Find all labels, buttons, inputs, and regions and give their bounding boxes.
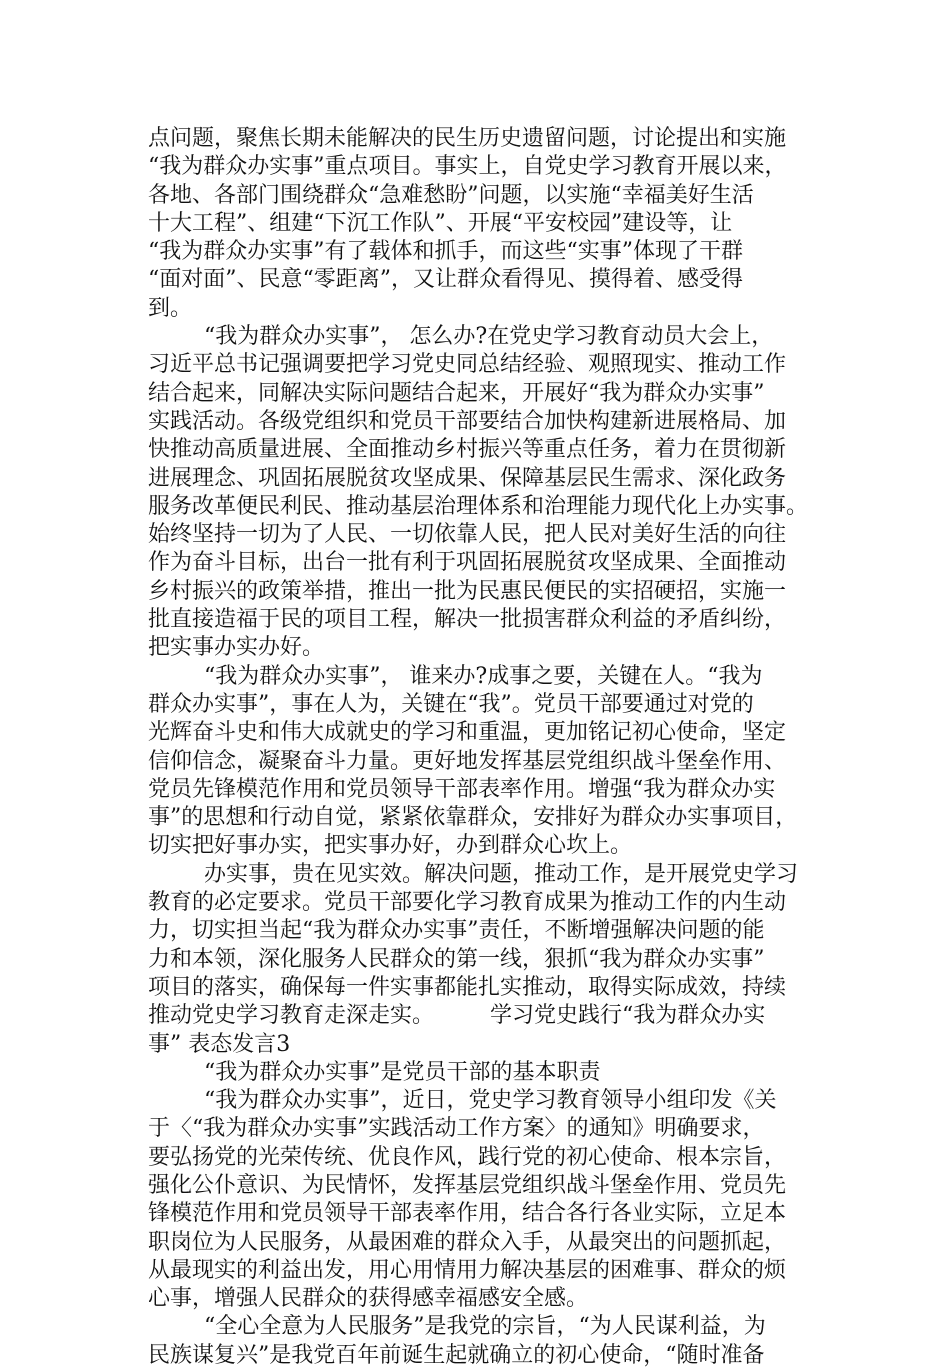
text-line: 实践活动。各级党组织和党员干部要结合加快构建新进展格局、加 bbox=[148, 408, 787, 434]
text-line: 心事，增强人民群众的获得感幸福感安全感。 bbox=[148, 1286, 589, 1312]
text-line: 民族谋复兴”是我党百年前诞生起就确立的初心使命，“随时准备 bbox=[148, 1342, 765, 1368]
text-line: 快推动高质量进展、全面推动乡村振兴等重点任务，着力在贯彻新 bbox=[148, 437, 787, 463]
text-line: 服务改革便民利民、推动基层治理体系和治理能力现代化上办实事。 bbox=[148, 493, 809, 519]
text-line: 结合起来，同解决实际问题结合起来，开展好“我为群众办实事” bbox=[148, 380, 765, 406]
text-line: 办实事，贵在见实效。解决问题，推动工作，是开展党史学习 bbox=[148, 861, 798, 887]
text-line: “我为群众办实事”，近日，党史学习教育领导小组印发《关 bbox=[148, 1088, 777, 1114]
text-line: 各地、各部门围绕群众“急难愁盼”问题，以实施“幸福美好生活 bbox=[148, 182, 754, 208]
text-line: 力和本领，深化服务人民群众的第一线，狠抓“我为群众办实事” bbox=[148, 946, 765, 972]
text-line: “我为群众办实事”， 怎么办?在党史学习教育动员大会上， bbox=[148, 324, 774, 350]
text-line: “我为群众办实事”是党员干部的基本职责 bbox=[148, 1059, 601, 1085]
text-line: “我为群众办实事”重点项目。事实上，自党史学习教育开展以来， bbox=[148, 154, 787, 180]
text-line: 信仰信念，凝聚奋斗力量。更好地发挥基层党组织战斗堡垒作用、 bbox=[148, 748, 787, 774]
text-line: 群众办实事”，事在人为，关键在“我”。党员干部要通过对党的 bbox=[148, 691, 754, 717]
text-line: 事”的思想和行动自觉，紧紧依靠群众，安排好为群众办实事项目， bbox=[148, 805, 798, 831]
document-body bbox=[148, 125, 820, 1370]
text-line: 点问题，聚焦长期未能解决的民生历史遗留问题，讨论提出和实施 bbox=[148, 126, 787, 151]
text-line: 始终坚持一切为了人民、一切依靠人民，把人民对美好生活的向往 bbox=[148, 522, 787, 548]
text-line: 党员先锋模范作用和党员领导干部表率作用。增强“我为群众办实 bbox=[148, 776, 776, 802]
text-line: 作为奋斗目标，出台一批有利于巩固拓展脱贫攻坚成果、全面推动 bbox=[148, 550, 787, 576]
text-line: 锋模范作用和党员领导干部表率作用，结合各行各业实际，立足本 bbox=[148, 1201, 787, 1227]
text-line: 项目的落实，确保每一件实事都能扎实推动，取得实际成效，持续 bbox=[148, 974, 787, 1000]
text-line: 职岗位为人民服务，从最困难的群众入手，从最突出的问题抓起， bbox=[148, 1229, 787, 1255]
text-line: 推动党史学习教育走深走实。 学习党史践行“我为群众办实 bbox=[148, 1003, 766, 1029]
text-line: 光辉奋斗史和伟大成就史的学习和重温，更加铭记初心使命，坚定 bbox=[148, 720, 787, 746]
text-line: “我为群众办实事”有了载体和抓手，而这些“实事”体现了干群 bbox=[148, 239, 743, 265]
text-line: 习近平总书记强调要把学习党史同总结经验、观照现实、推动工作 bbox=[148, 352, 787, 378]
text-line: 切实把好事办实，把实事办好，办到群众心坎上。 bbox=[148, 833, 633, 859]
text-line: 事” 表态发言3 bbox=[148, 1031, 291, 1057]
text-line: 到。 bbox=[148, 295, 193, 321]
text-line: 从最现实的利益出发，用心用情用力解决基层的困难事、群众的烦 bbox=[148, 1257, 787, 1283]
text-line: 把实事办实办好。 bbox=[148, 635, 325, 661]
text-line: 批直接造福于民的项目工程，解决一批损害群众利益的矛盾纠纷， bbox=[148, 607, 787, 633]
text-line: 要弘扬党的光荣传统、优良作风，践行党的初心使命、根本宗旨， bbox=[148, 1144, 787, 1170]
text-line: 十大工程”、组建“下沉工作队”、开展“平安校园”建设等，让 bbox=[148, 210, 733, 236]
text-line: 于〈“我为群众办实事”实践活动工作方案〉的通知》明确要求， bbox=[148, 1116, 765, 1142]
text-line: “我为群众办实事”， 谁来办?成事之要，关键在人。“我为 bbox=[148, 663, 763, 689]
text-line: 进展理念、巩固拓展脱贫攻坚成果、保障基层民生需求、深化政务 bbox=[148, 465, 787, 491]
text-line: “全心全意为人民服务”是我党的宗旨，“为人民谋利益，为 bbox=[148, 1314, 766, 1340]
text-line: 乡村振兴的政策举措，推出一批为民惠民便民的实招硬招，实施一 bbox=[148, 578, 787, 604]
text-line: 力，切实担当起“我为群众办实事”责任，不断增强解决问题的能 bbox=[148, 918, 765, 944]
text-line: 教育的必定要求。党员干部要化学习教育成果为推动工作的内生动 bbox=[148, 890, 787, 916]
text-line: 强化公仆意识、为民情怀，发挥基层党组织战斗堡垒作用、党员先 bbox=[148, 1172, 787, 1198]
text-line: “面对面”、民意“零距离”，又让群众看得见、摸得着、感受得 bbox=[148, 267, 743, 293]
